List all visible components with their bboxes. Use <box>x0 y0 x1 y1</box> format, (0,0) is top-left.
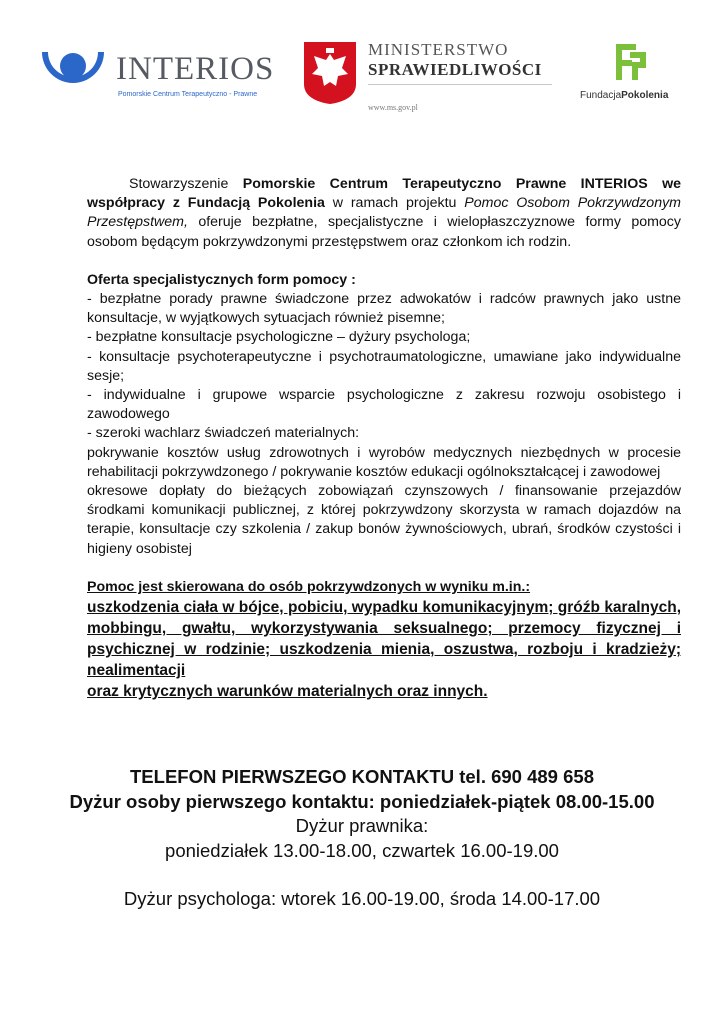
offer-heading: Oferta specjalistycznych form pomocy : <box>87 271 356 288</box>
intro-project-name: Pomoc Osobom Pokrzywdzonym Przestępstwem, <box>87 195 681 231</box>
foundation-fp-icon <box>612 42 652 82</box>
interios-logo <box>38 48 278 118</box>
offer-item: - indywidualne i grupowe wsparcie psychologiczne z zakresu rozwoju osobistego i zawodowego <box>87 387 681 423</box>
contact-phone: TELEFON PIERWSZEGO KONTAKTU tel. 690 489 658 <box>130 766 594 787</box>
ministry-divider <box>368 84 552 85</box>
intro-text-3: oferuje bezpłatne, specjalistyczne i wielopłaszczyznowe formy pomocy osobom będącym pokrzywdzonymi przestępstwem oraz członkom ich rodzin. <box>87 214 681 250</box>
logo-bar <box>0 30 724 120</box>
lawyer-label: Dyżur prawnika: <box>295 815 429 836</box>
offer-item: - konsultacje psychoterapeutyczne i psychotraumatologiczne, umawiane jako indywidualne sesje; <box>87 348 681 384</box>
foundation-logo <box>578 40 688 110</box>
intro-text-1: Stowarzyszenie <box>129 176 243 192</box>
intro-paragraph <box>87 175 681 252</box>
ministry-name-line1: MINISTERSTWO <box>368 40 509 59</box>
document-body <box>87 175 681 702</box>
ministry-logo <box>302 40 562 120</box>
target-heading: Pomoc jest skierowana do osób pokrzywdzonych w wyniku m.in.: <box>87 578 531 595</box>
target-list: uszkodzenia ciała w bójce, pobiciu, wypadku komunikacyjnym; gróźb karalnych, mobbingu, gwałtu, wykorzystywania seksualnego; przemocy fizycznej i psychicznej w rodzinie; uszkodzenia mienia, oszustwa, rozboju i kradzieży; nealimentacji <box>87 599 681 680</box>
material-benefits-1: pokrywanie kosztów usług zdrowotnych i wyrobów medycznych niezbędnych w procesie rehabilitacji pokrzywdzonego / pokrywanie kosztów edukacji ogólnokształcącej i zawodowej <box>87 444 681 480</box>
ministry-url: www.ms.gov.pl <box>368 103 418 112</box>
foundation-name-bold: Pokolenia <box>621 90 669 101</box>
interios-emblem-icon <box>38 44 108 106</box>
foundation-name-regular: Fundacja <box>580 90 622 101</box>
material-benefits-2: okresowe dopłaty do bieżących zobowiązań czynszowych / finansowanie przejazdów środkami komunikacji publicznej, z której pokrzywdzony skorzysta w ramach dojazdów na terapie, konsultacje czy szkolenia / zakup bonów żywnościowych, ubrań, środków czystości i higieny osobistej <box>87 483 681 557</box>
intro-text-2: w ramach projektu <box>324 195 465 212</box>
interios-subtitle: Pomorskie Centrum Terapeutyczno - Prawne <box>118 91 258 98</box>
offer-item: - bezpłatne konsultacje psychologiczne – dyżury psychologa; <box>87 329 471 346</box>
intro-organization: Pomorskie Centrum Terapeutyczno Prawne INTERIOS we współpracy z Fundacją Pokolenia <box>87 176 681 212</box>
polish-eagle-emblem-icon <box>302 40 358 106</box>
lawyer-hours: poniedziałek 13.00-18.00, czwartek 16.00-19.00 <box>165 839 559 861</box>
foundation-name <box>580 90 668 101</box>
first-contact-hours: Dyżur osoby pierwszego kontaktu: poniedziałek-piątek 08.00-15.00 <box>69 790 655 812</box>
target-list-end: oraz krytycznych warunków materialnych oraz innych. <box>87 683 488 701</box>
psychologist-hours: Dyżur psychologa: wtorek 16.00-19.00, środa 14.00-17.00 <box>123 888 601 909</box>
interios-name: INTERIOS <box>116 51 275 87</box>
contact-section <box>0 765 724 912</box>
offer-item: - bezpłatne porady prawne świadczone przez adwokatów i radców prawnych jako ustne konsultacje, w wyjątkowych sytuacjach również pisemne; <box>87 291 681 327</box>
ministry-name-line2: SPRAWIEDLIWOŚCI <box>368 60 542 79</box>
offer-item: - szeroki wachlarz świadczeń materialnych: <box>87 425 360 442</box>
